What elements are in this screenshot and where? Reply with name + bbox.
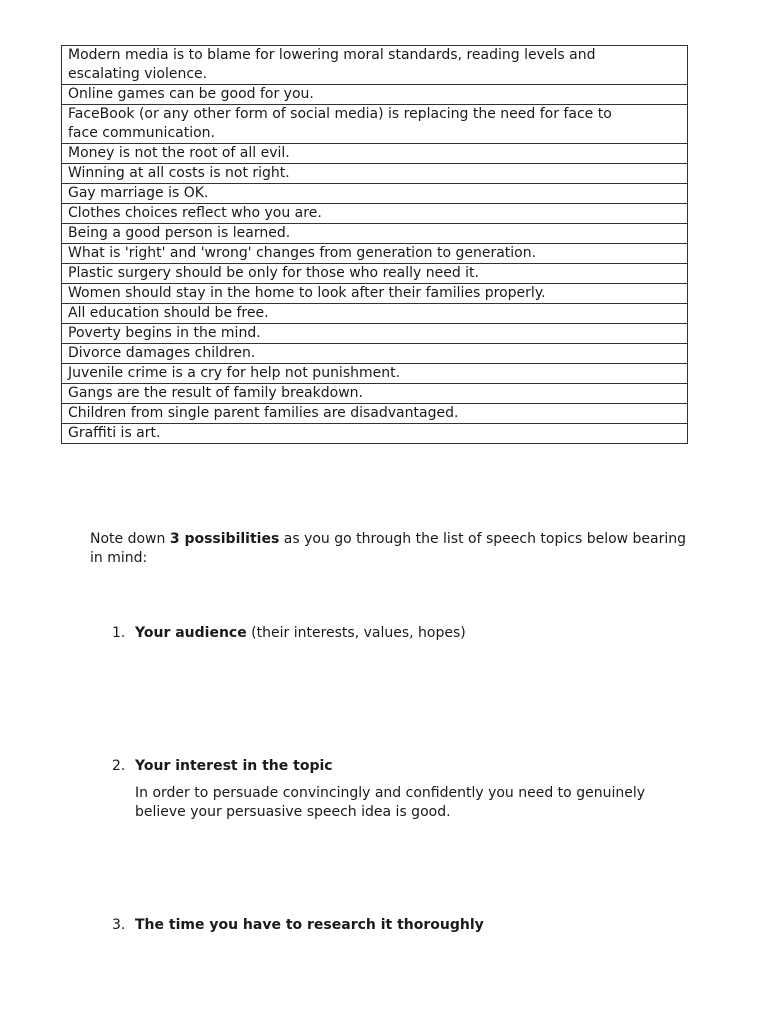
table-row xyxy=(62,424,688,444)
topic-cell: All education should be free. xyxy=(62,304,688,324)
table-row xyxy=(62,364,688,384)
table-row xyxy=(62,105,688,144)
table-row xyxy=(62,384,688,404)
topic-text-line-1: Modern media is to blame for lowering moral standards, reading levels and xyxy=(68,47,596,63)
topic-cell: Divorce damages children. xyxy=(62,344,688,364)
topic-text-line-1: FaceBook (or any other form of social media) is replacing the need for face to xyxy=(68,106,612,122)
topic-cell: Gay marriage is OK. xyxy=(62,184,688,204)
topic-cell: Plastic surgery should be only for those who really need it. xyxy=(62,264,688,284)
table-row xyxy=(62,264,688,284)
table-row xyxy=(62,46,688,85)
table-row xyxy=(62,344,688,364)
instructions-section xyxy=(90,530,690,933)
table-row xyxy=(62,184,688,204)
topic-cell: Online games can be good for you. xyxy=(62,85,688,105)
list-item-body xyxy=(135,624,655,643)
topic-cell xyxy=(62,46,688,85)
table-row xyxy=(62,244,688,264)
topic-text-line-2: escalating violence. xyxy=(68,66,208,82)
list-item-body xyxy=(135,757,655,822)
topic-cell: Clothes choices reflect who you are. xyxy=(62,204,688,224)
table-row xyxy=(62,144,688,164)
intro-suffix: as you go through the list of speech topics below bearing in mind: xyxy=(90,531,687,566)
topic-cell: Being a good person is learned. xyxy=(62,224,688,244)
table-row xyxy=(62,284,688,304)
list-item-title: The time you have to research it thoroughly xyxy=(135,917,484,933)
topic-cell: Gangs are the result of family breakdown. xyxy=(62,384,688,404)
list-item-title: Your audience xyxy=(135,625,247,641)
table-row xyxy=(62,204,688,224)
intro-prefix: Note down xyxy=(90,531,170,547)
topic-cell: Graffiti is art. xyxy=(62,424,688,444)
list-item-title: Your interest in the topic xyxy=(135,758,333,774)
table-row xyxy=(62,85,688,105)
speech-topics-table xyxy=(61,45,688,444)
list-number: 1. xyxy=(112,625,126,641)
topic-text-line-2: face communication. xyxy=(68,125,215,141)
topic-cell: Women should stay in the home to look after their families properly. xyxy=(62,284,688,304)
table-row xyxy=(62,404,688,424)
topic-cell: Money is not the root of all evil. xyxy=(62,144,688,164)
topic-cell: Children from single parent families are disadvantaged. xyxy=(62,404,688,424)
list-item-description: In order to persuade convincingly and confidently you need to genuinely believe your persuasive speech idea is good. xyxy=(135,785,645,820)
table-row xyxy=(62,304,688,324)
table-row xyxy=(62,224,688,244)
topic-cell: Winning at all costs is not right. xyxy=(62,164,688,184)
table-row xyxy=(62,164,688,184)
topic-cell: What is 'right' and 'wrong' changes from generation to generation. xyxy=(62,244,688,264)
list-item-title-suffix: (their interests, values, hopes) xyxy=(246,625,466,641)
list-number: 2. xyxy=(112,758,126,774)
intro-bold: 3 possibilities xyxy=(169,531,280,547)
topic-cell xyxy=(62,105,688,144)
intro-paragraph xyxy=(90,530,690,568)
topic-cell: Juvenile crime is a cry for help not punishment. xyxy=(62,364,688,384)
table-row xyxy=(62,324,688,344)
list-item-body xyxy=(135,916,655,935)
list-number: 3. xyxy=(112,917,126,933)
topic-cell: Poverty begins in the mind. xyxy=(62,324,688,344)
